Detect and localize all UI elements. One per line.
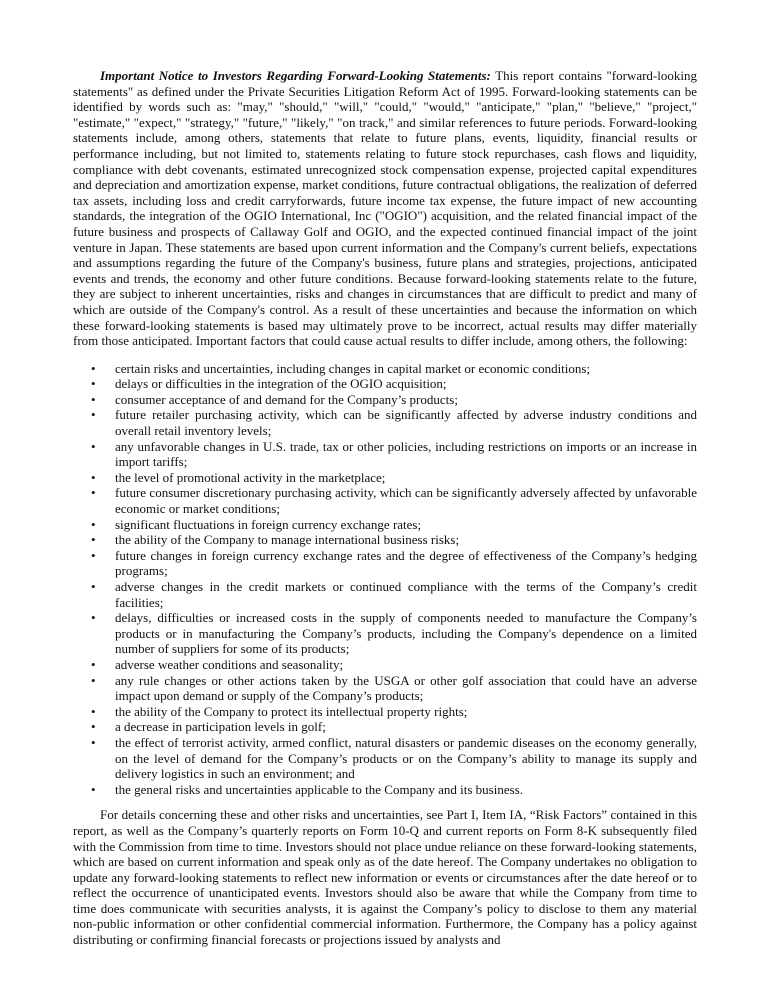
list-item-text: delays, difficulties or increased costs in the supply of components needed to manufacture the Company’s products or in manufacturing the Company’s products, including the Company's dependence on a limited number of suppliers for some of its products; bbox=[115, 610, 697, 657]
document-page bbox=[73, 68, 697, 948]
closing-paragraph: For details concerning these and other risks and uncertainties, see Part I, Item IA, “Risk Factors” contained in this report, as well as the Company’s quarterly reports on Form 10-Q and current reports on Form 8-K subsequently filed with the Commission from time to time. Investors should not place undue reliance on these forward-looking statements, which are based on current information and speak only as of the date hereof. The Company undertakes no obligation to update any forward-looking statements to reflect new information or events or circumstances after the date hereof or to reflect the occurrence of unanticipated events. Investors should also be aware that while the Company from time to time does communicate with securities analysts, it is against the Company’s policy to disclose to them any material non-public information or other confidential commercial information. Furthermore, the Company has a policy against distributing or confirming financial forecasts or projections issued by analysts and bbox=[73, 807, 697, 948]
list-item-text: adverse changes in the credit markets or continued compliance with the terms of the Company’s credit facilities; bbox=[115, 579, 697, 610]
list-item bbox=[73, 470, 697, 486]
bullet-icon: • bbox=[91, 547, 96, 563]
bullet-icon: • bbox=[91, 407, 96, 423]
bullet-icon: • bbox=[91, 703, 96, 719]
bullet-icon: • bbox=[91, 485, 96, 501]
bullet-icon: • bbox=[91, 719, 96, 735]
bullet-icon: • bbox=[91, 579, 96, 594]
bullet-icon: • bbox=[91, 734, 96, 750]
list-item-text: future changes in foreign currency exchange rates and the degree of effectiveness of the Company’s hedging programs; bbox=[115, 547, 697, 579]
list-item bbox=[73, 532, 697, 548]
risk-factor-list bbox=[73, 361, 697, 798]
list-item bbox=[73, 719, 697, 735]
bullet-icon: • bbox=[91, 781, 96, 797]
bullet-icon: • bbox=[91, 360, 96, 376]
list-item-text: delays or difficulties in the integration of the OGIO acquisition; bbox=[115, 376, 447, 392]
list-item bbox=[73, 782, 697, 798]
list-item-text: the level of promotional activity in the marketplace; bbox=[115, 469, 386, 485]
bullet-icon: • bbox=[91, 438, 96, 454]
list-item-text: consumer acceptance of and demand for the Company’s products; bbox=[115, 391, 458, 407]
list-item bbox=[73, 407, 697, 438]
list-item bbox=[73, 517, 697, 533]
bullet-icon: • bbox=[91, 532, 96, 548]
list-item-text: significant fluctuations in foreign currency exchange rates; bbox=[115, 516, 422, 532]
list-item-text: the ability of the Company to protect its intellectual property rights; bbox=[115, 703, 468, 719]
list-item bbox=[73, 439, 697, 470]
bullet-icon: • bbox=[91, 376, 96, 392]
intro-text: This report contains "forward-looking statements" as defined under the Private Securities Litigation Reform Act of 1995. Forward-looking statements can be identified by words such as: "may," "should," "will," "could," "would," "anticipate," "plan," "believe," "project," "estimate," "expect," "strategy," "future," "likely," "on track," and similar references to future periods. Forward-looking statements include, among others, statements that relate to future plans, events, liquidity, financial results or performance including, but not limited to, statements relating to future stock repurchases, cash flows and liquidity, compliance with debt covenants, estimated unrecognized stock compensation expense, projected capital expenditures and depreciation and amortization expense, market conditions, future contractual obligations, the realization of deferred tax assets, including loss and credit carryforwards, future income tax expense, the future impact of new accounting standards, the integration of the OGIO International, Inc ("OGIO") acquisition, and the related financial impact of the future business and prospects of Callaway Golf and OGIO, and the expected continued financial impact of the joint venture in Japan. These statements are based upon current information and the Company's current beliefs, expectations and assumptions regarding the future of the Company's business, future plans and strategies, projections, anticipated events and trends, the economy and other future conditions. Because forward-looking statements relate to the future, they are subject to inherent uncertainties, risks and changes in circumstances that are difficult to predict and many of which are outside of the Company's control. As a result of these uncertainties and because the information on which these forward-looking statements is based may ultimately prove to be incorrect, actual results may differ materially from those anticipated. Important factors that could cause actual results to differ include, among others, the following: bbox=[73, 68, 697, 349]
list-item-text: future retailer purchasing activity, which can be significantly affected by adverse industry conditions and overall retail inventory levels; bbox=[115, 407, 697, 439]
list-item-text: future consumer discretionary purchasing activity, which can be significantly adversely affected by unfavorable economic or market conditions; bbox=[115, 485, 697, 517]
list-item bbox=[73, 485, 697, 516]
list-item-text: the ability of the Company to manage international business risks; bbox=[115, 532, 460, 548]
bullet-icon: • bbox=[91, 516, 96, 532]
list-item-text: the general risks and uncertainties applicable to the Company and its business. bbox=[115, 781, 523, 797]
list-item-text: adverse weather conditions and seasonality; bbox=[115, 656, 344, 672]
list-item bbox=[73, 657, 697, 673]
list-item bbox=[73, 361, 697, 377]
list-item bbox=[73, 579, 697, 610]
bullet-icon: • bbox=[91, 656, 96, 672]
list-item bbox=[73, 673, 697, 704]
list-item bbox=[73, 704, 697, 720]
intro-paragraph bbox=[73, 68, 697, 349]
bullet-icon: • bbox=[91, 469, 96, 485]
list-item bbox=[73, 735, 697, 782]
list-item-text: a decrease in participation levels in golf; bbox=[115, 719, 326, 735]
bullet-icon: • bbox=[91, 391, 96, 407]
list-item bbox=[73, 610, 697, 657]
intro-heading: Important Notice to Investors Regarding Forward-Looking Statements: bbox=[100, 68, 491, 83]
bullet-icon: • bbox=[91, 672, 96, 688]
list-item bbox=[73, 548, 697, 579]
list-item-text: any unfavorable changes in U.S. trade, tax or other policies, including restrictions on imports or an increase in import tariffs; bbox=[115, 438, 697, 470]
list-item bbox=[73, 392, 697, 408]
list-item-text: certain risks and uncertainties, including changes in capital market or economic conditions; bbox=[115, 360, 591, 376]
list-item bbox=[73, 376, 697, 392]
list-item-text: the effect of terrorist activity, armed conflict, natural disasters or pandemic diseases on the economy generally, on the level of demand for the Company’s products or on the Company’s ability to manage its supply and delivery logistics in such an environment; and bbox=[115, 734, 697, 782]
bullet-icon: • bbox=[91, 610, 96, 626]
list-item-text: any rule changes or other actions taken by the USGA or other golf association that could have an adverse impact upon demand or supply of the Company’s products; bbox=[115, 672, 697, 704]
